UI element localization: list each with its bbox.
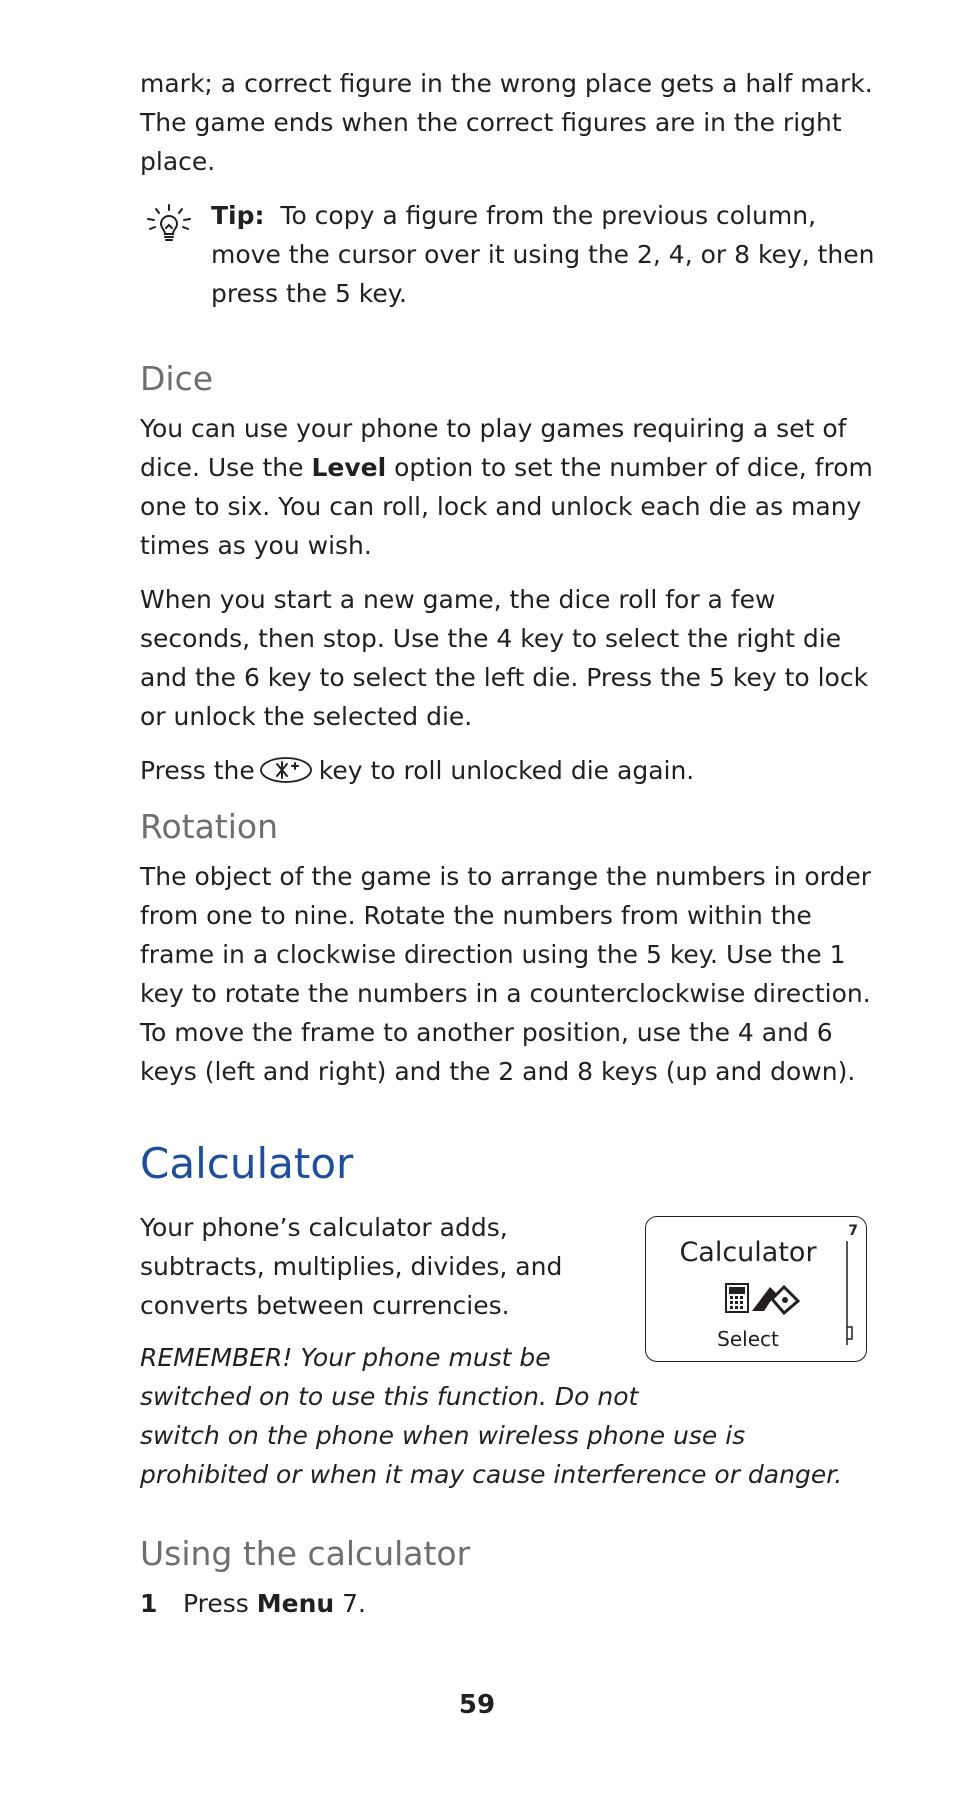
calculator-section bbox=[140, 1208, 880, 1494]
star-key-icon bbox=[259, 756, 313, 784]
intro-text bbox=[140, 64, 880, 181]
page-content bbox=[140, 64, 880, 1623]
warning-line-2: switched on to use this function. Do not bbox=[140, 1382, 639, 1411]
rotation-heading: Rotation bbox=[140, 807, 279, 846]
level-option-label: Level bbox=[311, 453, 387, 482]
tip-box bbox=[140, 196, 880, 313]
tip-label: Tip: bbox=[211, 201, 265, 230]
warning-rest: switch on the phone when wireless phone use is prohibited or when it may cause interference or danger. bbox=[140, 1421, 843, 1489]
step-text-b: 7. bbox=[334, 1589, 366, 1618]
dice-p3-text-b: key to roll unlocked die again. bbox=[318, 756, 695, 785]
dice-p1-text-b: option to set the number of dice, from one to six. You can roll, lock and unlock each die as many times as you wish. bbox=[140, 453, 873, 560]
page-number: 59 bbox=[458, 1690, 496, 1720]
dice-p3-text-a: Press the bbox=[140, 756, 255, 785]
intro-line-2: The game ends when the correct figures are in the right place. bbox=[140, 108, 842, 176]
menu-number: 7 bbox=[848, 1223, 858, 1239]
calculator-intro-line-3: converts between currencies. bbox=[140, 1291, 510, 1320]
calculator-icon bbox=[724, 1281, 804, 1315]
dice-heading: Dice bbox=[140, 359, 214, 398]
calculator-intro-line-1: Your phone’s calculator adds, bbox=[140, 1213, 508, 1242]
select-softkey: Select bbox=[717, 1327, 779, 1351]
rotation-paragraph: The object of the game is to arrange the numbers in order from one to nine. Rotate the numbers from within the frame in a clockwise direction using the 5 key. Use the 1 key to rotate the numbers in a counterclockwise direction. To move the frame to another position, use the 4 and 6 keys (left and right) and the 2 and 8 keys (up and down). bbox=[140, 862, 871, 1086]
tip-body: To copy a figure from the previous column, move the cursor over it using the 2, 4, or 8 key, then press the 5 key. bbox=[211, 201, 875, 308]
phone-screen-illustration bbox=[645, 1216, 867, 1362]
dice-paragraph-1 bbox=[140, 409, 880, 565]
screen-title: Calculator bbox=[679, 1237, 817, 1268]
menu-key-label: Menu bbox=[256, 1589, 335, 1618]
intro-line-1: mark; a correct figure in the wrong place gets a half mark. bbox=[140, 69, 873, 98]
step-number: 1 bbox=[140, 1589, 158, 1618]
calculator-heading: Calculator bbox=[140, 1139, 354, 1188]
dice-paragraph-2: When you start a new game, the dice roll for a few seconds, then stop. Use the 4 key to select the right die and the 6 key to select the left die. Press the 5 key to lock or unlock the selected die. bbox=[140, 585, 869, 731]
lightbulb-icon bbox=[144, 203, 194, 243]
calculator-intro-line-2: subtracts, multiplies, divides, and bbox=[140, 1252, 563, 1281]
tip-text bbox=[211, 196, 880, 313]
dice-paragraph-3 bbox=[140, 751, 880, 790]
scrollbar-indicator bbox=[844, 1241, 856, 1345]
dice-p1-text-a: You can use your phone to play games requiring a set of dice. Use the bbox=[140, 414, 847, 482]
warning-line-1: REMEMBER! Your phone must be bbox=[140, 1343, 551, 1372]
step-1 bbox=[140, 1584, 880, 1623]
using-calculator-heading: Using the calculator bbox=[140, 1534, 471, 1573]
step-text-a: Press bbox=[183, 1589, 257, 1618]
